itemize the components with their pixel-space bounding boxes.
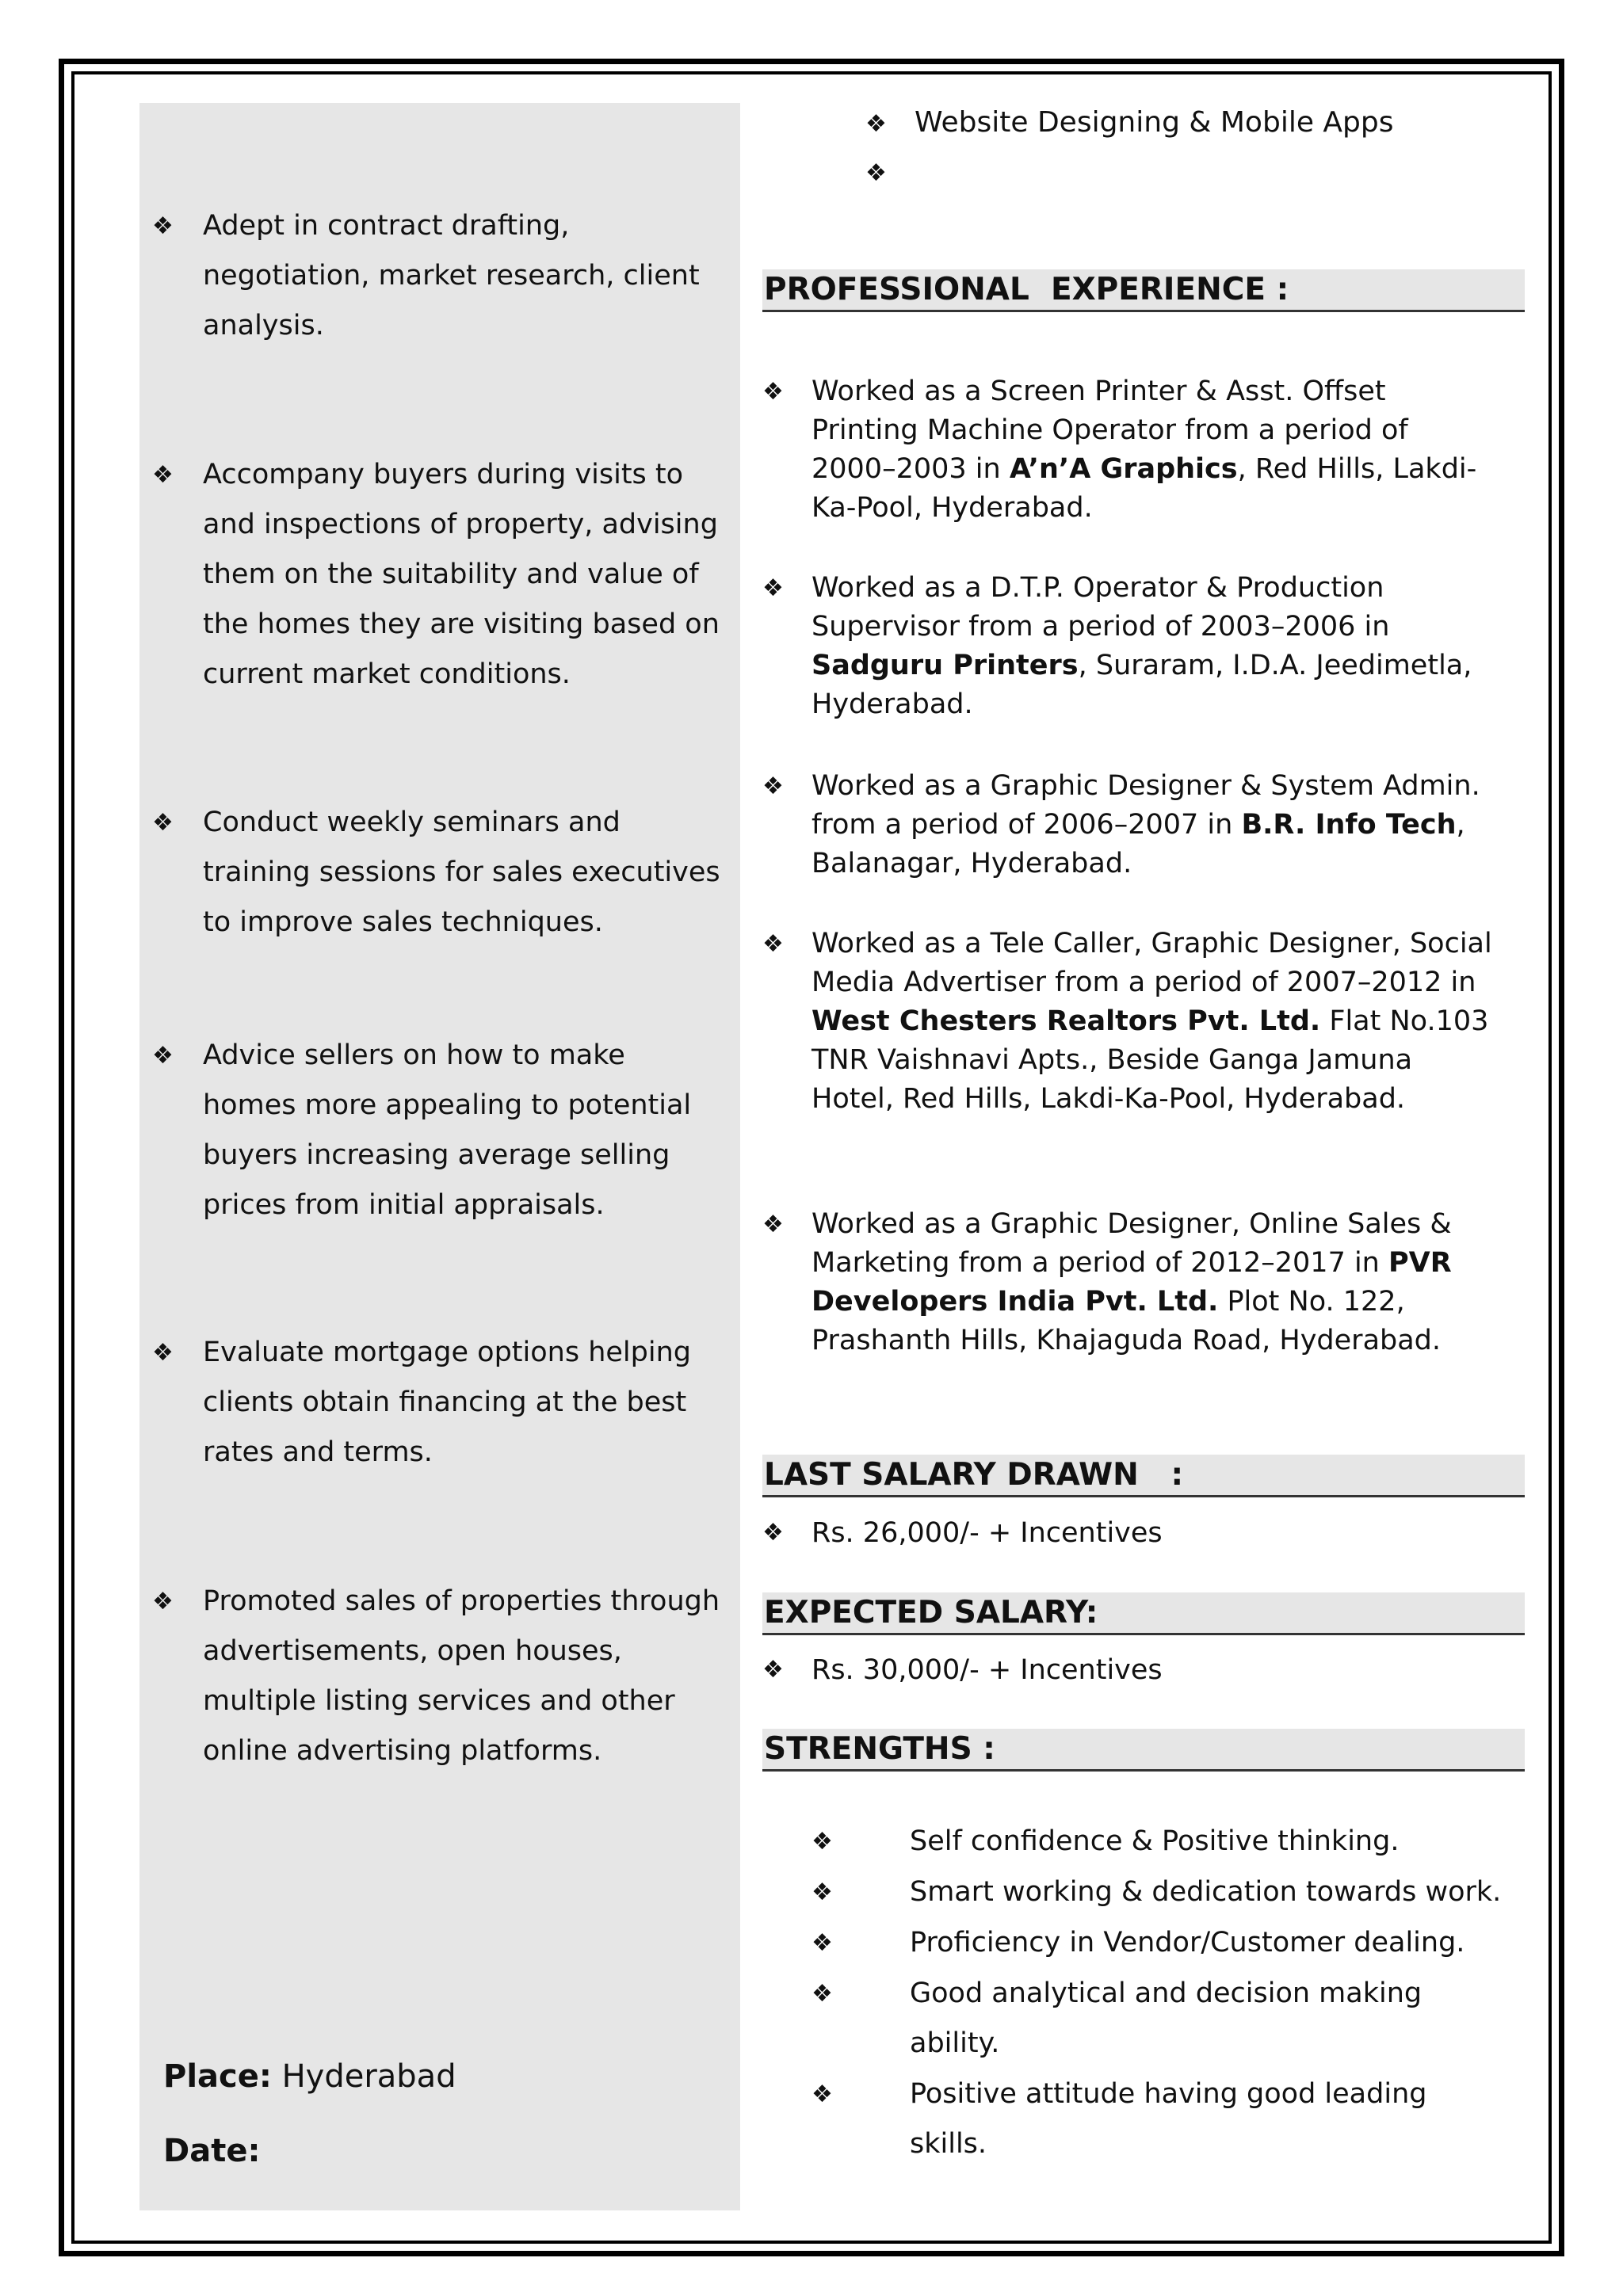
left-bullet: ❖ Advice sellers on how to make homes more appealing to potential buyers increasing average selling prices from initial appraisals. bbox=[152, 1031, 723, 1230]
company-name: West Chesters Realtors Pvt. Ltd. bbox=[812, 1005, 1321, 1037]
diamond-bullet-icon: ❖ bbox=[812, 1878, 833, 1906]
diamond-bullet-icon: ❖ bbox=[152, 1339, 174, 1367]
strengths-heading: STRENGTHS : bbox=[762, 1729, 1525, 1772]
diamond-bullet-icon: ❖ bbox=[152, 809, 174, 837]
experience-item: ❖ Worked as a Graphic Designer & System Admin. from a period of 2006–2007 in B.R. Info Tech, Balanagar, Hyderabad. bbox=[812, 767, 1493, 883]
diamond-bullet-icon: ❖ bbox=[762, 1211, 784, 1238]
diamond-bullet-icon: ❖ bbox=[812, 2081, 833, 2108]
strength-item: ❖ Good analytical and decision making ability. bbox=[812, 1969, 1509, 2069]
left-bullet: ❖ Evaluate mortgage options helping clients obtain financing at the best rates and terms. bbox=[152, 1328, 723, 1478]
diamond-bullet-icon: ❖ bbox=[762, 1656, 784, 1684]
diamond-bullet-icon: ❖ bbox=[762, 930, 784, 958]
professional-experience-heading: PROFESSIONAL EXPERIENCE : bbox=[762, 269, 1525, 312]
diamond-bullet-icon: ❖ bbox=[762, 574, 784, 602]
left-bullet: ❖ Adept in contract drafting, negotiation, market research, client analysis. bbox=[152, 201, 723, 351]
diamond-bullet-icon: ❖ bbox=[865, 110, 887, 138]
company-name: A’n’A Graphics bbox=[1009, 453, 1238, 485]
left-bullet: ❖ Conduct weekly seminars and training sessions for sales executives to improve sales techniques. bbox=[152, 798, 723, 948]
diamond-bullet-icon: ❖ bbox=[812, 1828, 833, 1855]
diamond-bullet-icon: ❖ bbox=[762, 378, 784, 406]
experience-item: ❖ Worked as a D.T.P. Operator & Production Supervisor from a period of 2003–2006 in Sadguru Printers, Suraram, I.D.A. Jeedimetla, Hyderabad. bbox=[812, 569, 1493, 724]
company-name: PVR Developers India Pvt. Ltd. bbox=[812, 1247, 1452, 1318]
strength-item: ❖ Positive attitude having good leading skills. bbox=[812, 2069, 1509, 2169]
expected-salary-heading: EXPECTED SALARY: bbox=[762, 1592, 1525, 1635]
experience-item: ❖ Worked as a Tele Caller, Graphic Designer, Social Media Advertiser from a period of 2007–2012 in West Chesters Realtors Pvt. Ltd. Flat No.103 TNR Vaishnavi Apts., Beside Ganga Jamuna Hotel, Red Hills, Lakdi-Ka-Pool, Hyderabad. bbox=[812, 925, 1493, 1119]
experience-item: ❖ Worked as a Graphic Designer, Online Sales & Marketing from a period of 2012–2017 in PVR Developers India Pvt. Ltd. Plot No. 122, Prashanth Hills, Khajaguda Road, Hyderabad. bbox=[812, 1205, 1493, 1360]
last-salary-item: ❖ Rs. 26,000/- + Incentives bbox=[812, 1513, 1163, 1553]
place-value: Hyderabad bbox=[281, 2058, 456, 2095]
place-line bbox=[163, 2058, 456, 2095]
top-bullet: ❖ Website Designing & Mobile Apps bbox=[865, 103, 1394, 144]
diamond-bullet-icon: ❖ bbox=[812, 1929, 833, 1957]
diamond-bullet-icon: ❖ bbox=[152, 461, 174, 489]
strength-item: ❖ Proficiency in Vendor/Customer dealing. bbox=[812, 1918, 1509, 1968]
diamond-bullet-icon: ❖ bbox=[762, 1519, 784, 1547]
diamond-bullet-icon: ❖ bbox=[812, 1980, 833, 2008]
strength-item: ❖ Smart working & dedication towards work. bbox=[812, 1867, 1509, 1917]
strength-item: ❖ Self confidence & Positive thinking. bbox=[812, 1817, 1509, 1867]
left-bullet: ❖ Promoted sales of properties through advertisements, open houses, multiple listing services and other online advertising platforms. bbox=[152, 1577, 723, 1776]
diamond-bullet-icon: ❖ bbox=[152, 1042, 174, 1070]
company-name: B.R. Info Tech bbox=[1241, 809, 1457, 841]
diamond-bullet-icon: ❖ bbox=[152, 1588, 174, 1615]
experience-item: ❖ Worked as a Screen Printer & Asst. Offset Printing Machine Operator from a period of 2000–2003 in A’n’A Graphics, Red Hills, Lakdi-Ka-Pool, Hyderabad. bbox=[812, 372, 1493, 528]
top-bullet bbox=[865, 152, 915, 193]
place-label: Place: bbox=[163, 2058, 272, 2095]
left-column bbox=[139, 103, 740, 2210]
diamond-bullet-icon: ❖ bbox=[762, 772, 784, 800]
last-salary-heading: LAST SALARY DRAWN : bbox=[762, 1455, 1525, 1497]
left-bullet: ❖ Accompany buyers during visits to and inspections of property, advising them on the suitability and value of the homes they are visiting based on current market conditions. bbox=[152, 450, 723, 700]
date-label: Date: bbox=[163, 2133, 261, 2169]
expected-salary-item: ❖ Rs. 30,000/- + Incentives bbox=[812, 1650, 1163, 1690]
right-column bbox=[762, 103, 1525, 2242]
diamond-bullet-icon: ❖ bbox=[865, 159, 887, 187]
diamond-bullet-icon: ❖ bbox=[152, 212, 174, 240]
company-name: Sadguru Printers bbox=[812, 650, 1079, 681]
